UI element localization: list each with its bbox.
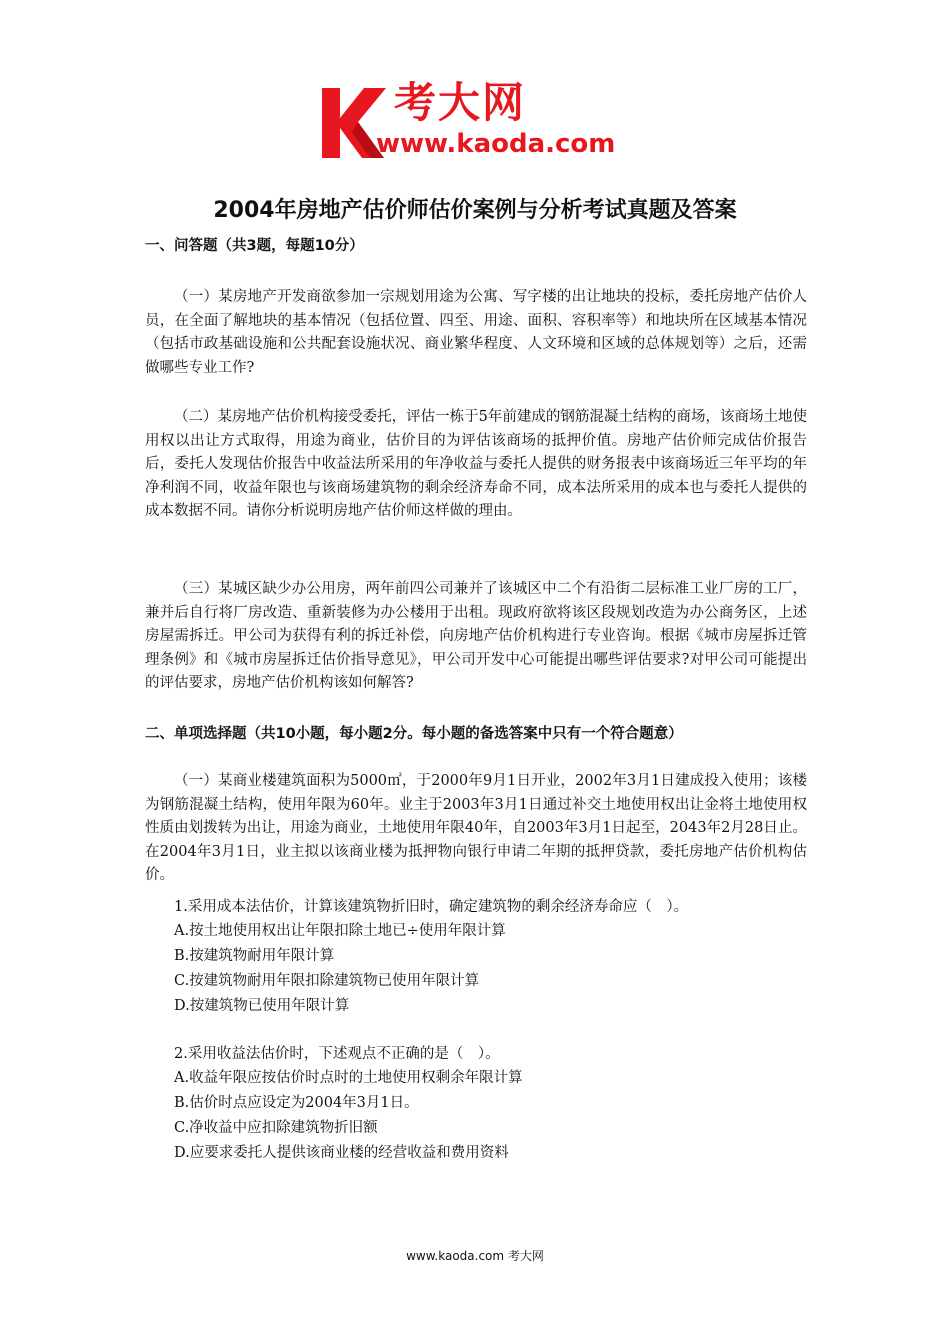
choice-option-1d: D.按建筑物已使用年限计算 <box>174 998 350 1014</box>
question-paragraph-3: （三）某城区缺少办公用房，两年前四公司兼并了该城区中二个有沿街二层标准工业厂房的工厂，兼并后自行将厂房改造、重新装修为办公楼用于出租。现政府欲将该区段规划改造为办公商务区，上述房屋需拆迁。甲公司为获得有利的拆迁补偿，向房地产估价机构进行专业咨询。根据《城市房屋拆迁管理条例》和《城市房屋拆迁估价指导意见》，甲公司开发中心可能提出哪些评估要求?对甲公司可能提出的评估要求，房地产估价机构该如何解答? <box>145 581 807 692</box>
choice-option-2d: D.应要求委托人提供该商业楼的经营收益和费用资料 <box>174 1145 509 1161</box>
logo-url-text: www.kaoda.com <box>376 129 616 159</box>
page-footer[interactable]: www.kaoda.com 考大网 <box>406 1249 544 1263</box>
document-title: 2004年房地产估价师估价案例与分析考试真题及答案 <box>213 198 737 223</box>
section-heading-qa: 一、问答题（共3题，每题10分） <box>145 238 364 254</box>
choice-question-1-stem: 1.采用成本法估价，计算该建筑物折旧时，确定建筑物的剩余经济寿命应（ ）。 <box>174 899 689 915</box>
choice-option-2b: B.估价时点应设定为2004年3月1日。 <box>174 1095 419 1111</box>
choice-option-1b: B.按建筑物耐用年限计算 <box>174 948 335 964</box>
choice-question-2-stem: 2.采用收益法估价时，下述观点不正确的是（ ）。 <box>174 1046 500 1062</box>
choice-option-1a: A.按土地使用权出让年限扣除土地已÷使用年限计算 <box>174 923 506 939</box>
choice-option-2a: A.收益年限应按估价时点时的土地使用权剩余年限计算 <box>174 1070 523 1086</box>
logo-chinese-name: 考大网 <box>394 78 527 127</box>
case-paragraph: （一）某商业楼建筑面积为5000㎡，于2000年9月1日开业，2002年3月1日建成投入使用；该楼为钢筋混凝土结构，使用年限为60年。业主于2003年3月1日通过补交土地使用权出让金将土地使用权性质由划拨转为出让，用途为商业，土地使用年限40年，自2003年3月1日起至，2043年2月28日止。在2004年3月1日，业主拟以该商业楼为抵押物向银行申请二年期的抵押贷款，委托房地产估价机构估价。 <box>145 773 807 884</box>
section-heading-single-choice: 二、单项选择题（共10小题，每小题2分。每小题的备选答案中只有一个符合题意） <box>145 726 683 742</box>
question-paragraph-1: （一）某房地产开发商欲参加一宗规划用途为公寓、写字楼的出让地块的投标，委托房地产估价人员，在全面了解地块的基本情况（包括位置、四至、用途、面积、容积率等）和地块所在区域基本情况（包括市政基础设施和公共配套设施状况、商业繁华程度、人文环境和区域的总体规划等）之后，还需做哪些专业工作? <box>145 289 807 376</box>
site-logo[interactable] <box>318 78 638 164</box>
choice-option-1c: C.按建筑物耐用年限扣除建筑物已使用年限计算 <box>174 973 480 989</box>
choice-option-2c: C.净收益中应扣除建筑物折旧额 <box>174 1120 378 1136</box>
question-paragraph-2: （二）某房地产估价机构接受委托，评估一栋于5年前建成的钢筋混凝土结构的商场，该商场土地使用权以出让方式取得，用途为商业，估价目的为评估该商场的抵押价值。房地产估价师完成估价报告后，委托人发现估价报告中收益法所采用的年净收益与委托人提供的财务报表中该商场近三年平均的年净利润不同，收益年限也与该商场建筑物的剩余经济寿命不同，成本法所采用的成本也与委托人提供的成本数据不同。请你分析说明房地产估价师这样做的理由。 <box>145 409 807 520</box>
